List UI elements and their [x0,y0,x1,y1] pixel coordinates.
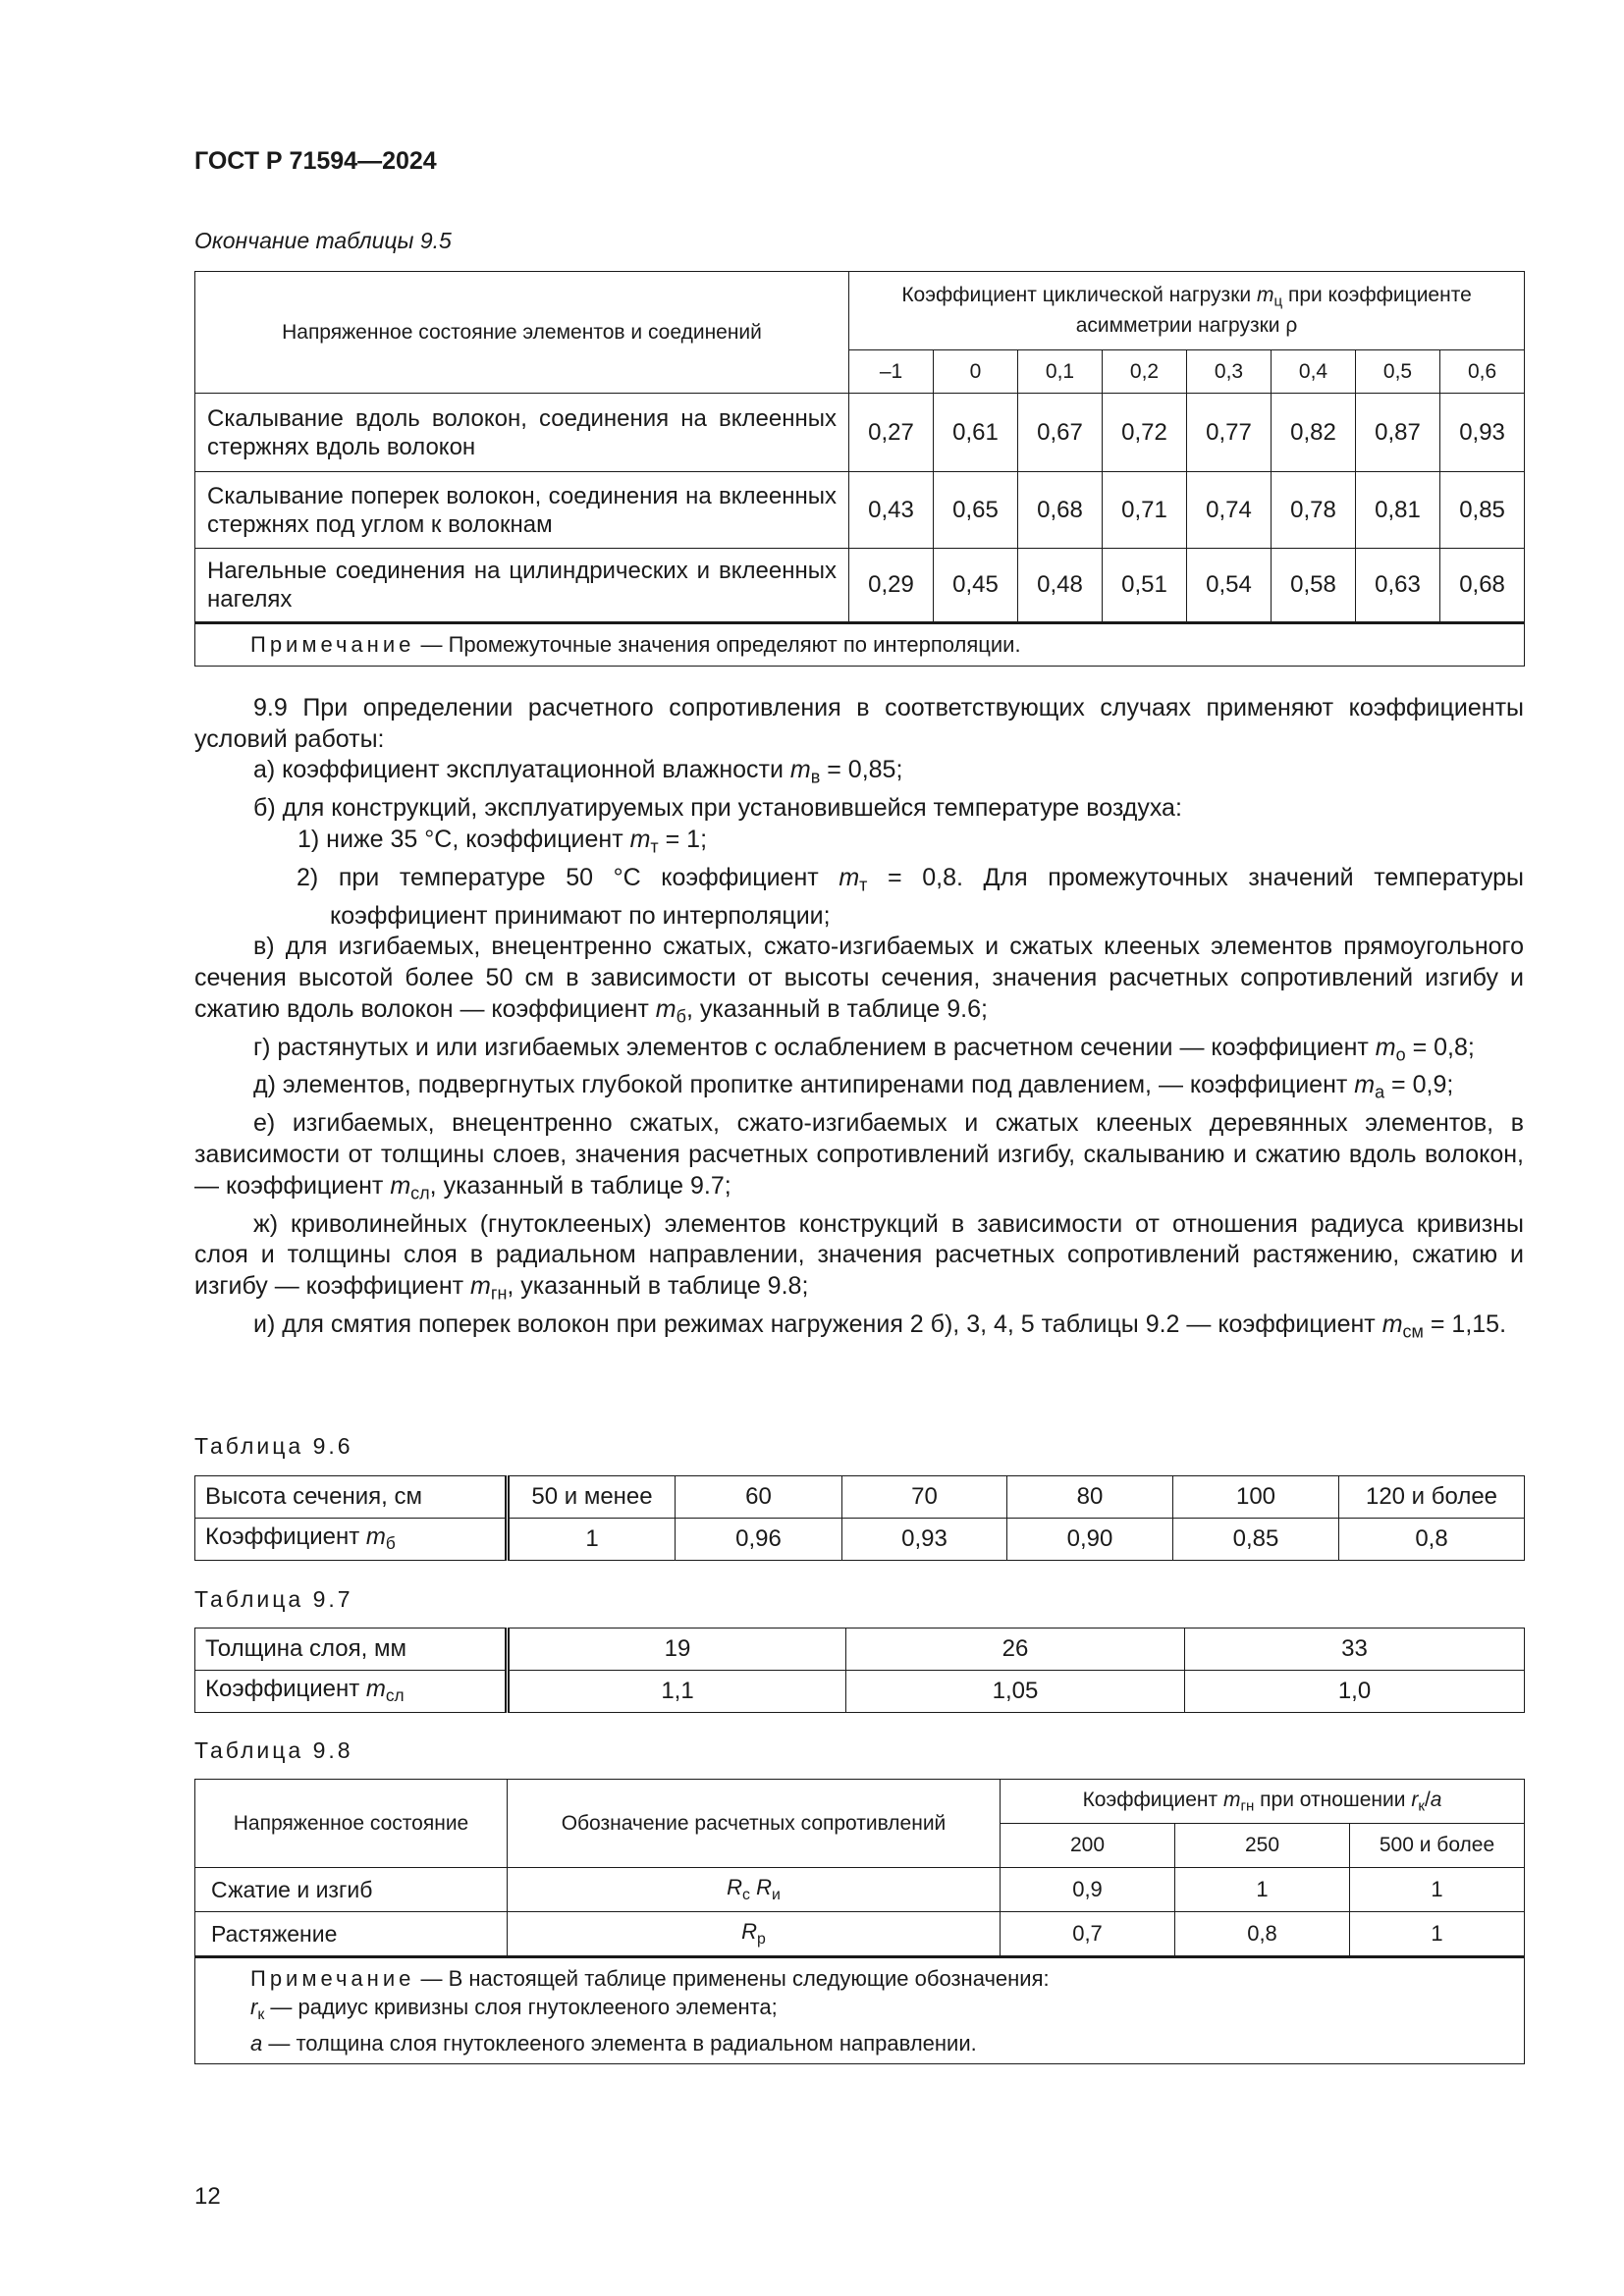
list-item-b2: 2) при температуре 50 °С коэффициент $m_т = 0,8$. Для промежуточных значений температуры коэффициент принимают по интерполяции; [297,863,1524,930]
table-row [195,1868,1525,1912]
note-line: Примечание — В настоящей таблице применены следующие обозначения: [250,1966,1050,1991]
ratio-value: 500 и более [1350,1824,1525,1868]
note-line: a — толщина слоя гнутоклееного элемента в радиальном направлении. [250,2030,977,2056]
table-9-8-caption: Таблица 9.8 [194,1737,353,1763]
table-cell: 19 [508,1629,846,1671]
table-cell: 0,96 [676,1519,842,1561]
table-cell: 0,85 [1440,472,1525,549]
rho-value: 0,3 [1187,350,1272,394]
table-row [195,1519,1525,1561]
rho-value: 0,1 [1018,350,1103,394]
table-cell: 0,93 [842,1519,1007,1561]
table-cell: 1 [1350,1868,1525,1912]
list-item-g: г) растянутых и или изгибаемых элементов с ослаблением в расчетном сечении — коэффициент $m_о = 0,8$; [253,1033,1475,1064]
row-label: Скалывание поперек волокон, соединения на вклеенных стержнях под углом к волокнам [195,472,849,549]
ratio-value: 200 [1001,1824,1175,1868]
table-cell: 80 [1007,1476,1173,1519]
table-9-5-note: Примечание — Промежуточные значения определяют по интерполяции. [195,623,1525,667]
table-cell: 0,61 [934,394,1018,472]
table-9-7 [194,1628,1525,1713]
table-cell: 0,58 [1272,549,1356,623]
table-cell: 50 и менее [508,1476,676,1519]
table-cell: 1 [1350,1912,1525,1957]
header-mgn-coefficient: Коэффициент $m_{гн}$ при отношении $r_к/a$ [1001,1780,1525,1824]
row-label: Высота сечения, см [195,1476,508,1519]
rho-value: 0,6 [1440,350,1525,394]
table-cell: 0,8 [1175,1912,1350,1957]
table-cell: 0,85 [1173,1519,1339,1561]
rho-value: 0,5 [1356,350,1440,394]
table-cell: 0,67 [1018,394,1103,472]
list-item-b: б) для конструкций, эксплуатируемых при установившейся температуре воздуха: [253,794,1182,823]
list-item-a: а) коэффициент эксплуатационной влажности $m_в = 0,85$; [253,756,903,787]
table-cell: 0,82 [1272,394,1356,472]
table-cell: 0,77 [1187,394,1272,472]
list-item-zh: ж) криволинейных (гнутоклееных) элементов конструкций в зависимости от отношения радиуса кривизны слоя и толщины слоя в радиальном направлении, значения расчетных сопротивлений растяжению, сжатию и изгибу — коэффициент $m_{гн}$, указанный в таблице 9.8; [194,1209,1524,1304]
header-stress-state: Напряженное состояние [195,1780,508,1868]
table-cell: 0,87 [1356,394,1440,472]
list-item-e: е) изгибаемых, внецентренно сжатых, сжато-изгибаемых и сжатых клееных деревянных элементов, в зависимости от толщины слоев, значения расчетных сопротивлений изгибу, скалыванию и сжатию вдоль волокон, — коэффициент $m_{сл}$, указанный в таблице 9.7; [194,1109,1524,1203]
rho-value: 0,4 [1272,350,1356,394]
table-cell: 0,27 [849,394,934,472]
table-9-6 [194,1475,1525,1561]
page-number: 12 [194,2183,221,2210]
header-stress-state: Напряженное состояние элементов и соединений [195,272,849,394]
resistance-symbols: $R_с$ $R_и$ [508,1868,1001,1912]
table-9-5-caption: Окончание таблицы 9.5 [194,228,452,253]
table-cell: 0,54 [1187,549,1272,623]
table-9-8-note [195,1957,1525,2064]
list-item-b1: 1) ниже 35 °С, коэффициент $m_т = 1$; [298,825,708,857]
table-cell: 70 [842,1476,1007,1519]
row-label: Растяжение [195,1912,508,1957]
table-cell: 0,48 [1018,549,1103,623]
table-cell: 1 [508,1519,676,1561]
table-cell: 120 и более [1339,1476,1525,1519]
table-row [195,472,1525,549]
table-9-6-caption: Таблица 9.6 [194,1433,353,1459]
ratio-value: 250 [1175,1824,1350,1868]
row-label: Коэффициент $m_б$ [195,1519,508,1561]
list-item-i: и) для смятия поперек волокон при режимах нагружения 2 б), 3, 4, 5 таблицы 9.2 — коэффициент $m_{см} = 1,15$. [253,1309,1507,1342]
table-row [195,394,1525,472]
note-line: $r_к$ — радиус кривизны слоя гнутоклееного элемента; [250,1995,778,2023]
table-cell: 0,43 [849,472,934,549]
table-cell: 0,65 [934,472,1018,549]
table-row [195,1476,1525,1519]
table-cell: 0,29 [849,549,934,623]
table-cell: 0,78 [1272,472,1356,549]
table-row [195,549,1525,623]
table-cell: 0,93 [1440,394,1525,472]
table-9-7-caption: Таблица 9.7 [194,1586,353,1612]
rho-value: 0,2 [1103,350,1187,394]
row-label: Толщина слоя, мм [195,1629,508,1671]
table-cell: 0,63 [1356,549,1440,623]
row-label: Скалывание вдоль волокон, соединения на вклеенных стержнях вдоль волокон [195,394,849,472]
table-cell: 0,71 [1103,472,1187,549]
table-cell: 26 [846,1629,1185,1671]
header-resistance-designation: Обозначение расчетных сопротивлений [508,1780,1001,1868]
document-header: ГОСТ Р 71594—2024 [194,147,437,175]
table-9-5 [194,271,1525,667]
table-cell: 1,05 [846,1671,1185,1713]
resistance-symbols: $R_р$ [508,1912,1001,1957]
rho-value: 0 [934,350,1018,394]
table-cell: 0,68 [1440,549,1525,623]
table-cell: 0,51 [1103,549,1187,623]
table-row [195,1629,1525,1671]
rho-value: –1 [849,350,934,394]
row-label: Коэффициент $m_{сл}$ [195,1671,508,1713]
row-label: Нагельные соединения на цилиндрических и вклеенных нагелях [195,549,849,623]
table-cell: 1,0 [1185,1671,1525,1713]
table-cell: 0,81 [1356,472,1440,549]
table-cell: 0,68 [1018,472,1103,549]
table-cell: 1 [1175,1868,1350,1912]
table-cell: 0,74 [1187,472,1272,549]
table-cell: 60 [676,1476,842,1519]
table-cell: 0,72 [1103,394,1187,472]
table-cell: 0,45 [934,549,1018,623]
table-cell: 0,90 [1007,1519,1173,1561]
table-cell: 1,1 [508,1671,846,1713]
list-item-v: в) для изгибаемых, внецентренно сжатых, сжато-изгибаемых и сжатых клееных элементов прямоугольного сечения высотой более 50 см в зависимости от высоты сечения, значения расчетных сопротивлений изгибу и сжатию вдоль волокон — коэффициент $m_б$, указанный в таблице 9.6; [194,933,1524,1026]
table-cell: 100 [1173,1476,1339,1519]
list-item-d: д) элементов, подвергнутых глубокой пропитке антипиренами под давлением, — коэффициент $m_а = 0,9$; [253,1071,1454,1102]
header-cyclic-coefficient: Коэффициент циклической нагрузки $m_ц$ при коэффициенте асимметрии нагрузки ρ [849,272,1525,350]
table-cell: 33 [1185,1629,1525,1671]
table-cell: 0,9 [1001,1868,1175,1912]
table-row [195,1671,1525,1713]
paragraph: 9.9 При определении расчетного сопротивления в соответствующих случаях применяют коэффициенты условий работы: [194,694,1524,753]
table-cell: 0,7 [1001,1912,1175,1957]
section-9-9 [194,693,1524,1348]
table-row [195,1912,1525,1957]
row-label: Сжатие и изгиб [195,1868,508,1912]
table-cell: 0,8 [1339,1519,1525,1561]
table-9-8 [194,1779,1525,2064]
